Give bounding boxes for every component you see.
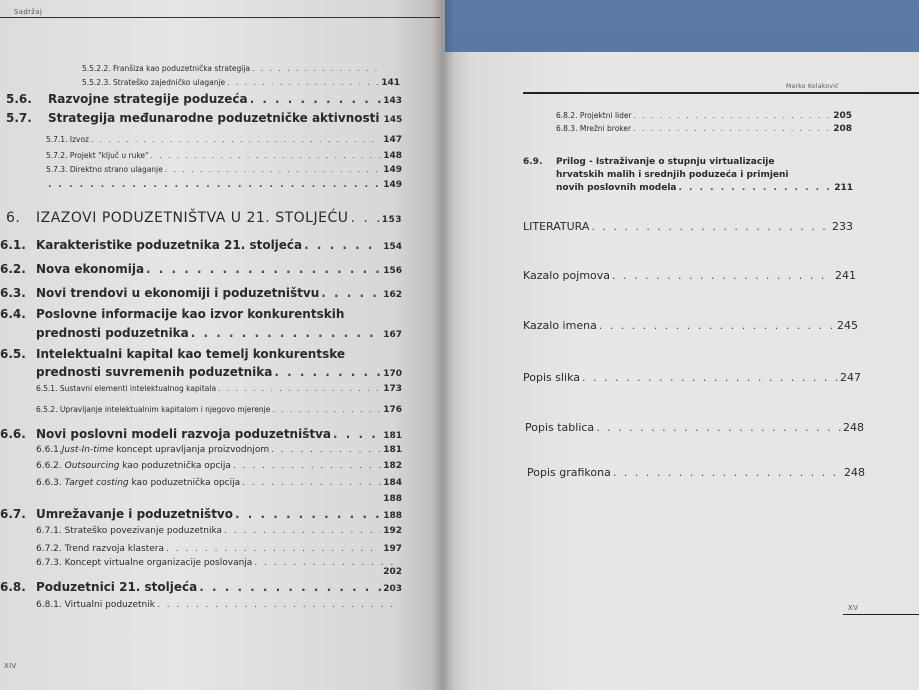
entry-number: 6.8.2.: [556, 111, 578, 120]
toc-chapter-entry: [6, 210, 402, 226]
entry-title: Umrežavanje i poduzetništvo: [36, 507, 233, 521]
entry-title: Projekt "ključ u ruke": [69, 151, 149, 160]
entry-page: 148: [383, 151, 402, 161]
toc-entry: [36, 526, 402, 536]
entry-title: Strateško povezivanje poduzetnika: [64, 526, 223, 536]
toc-entry: [0, 507, 402, 521]
leader-dots: [252, 64, 380, 73]
toc-entry: [0, 262, 402, 276]
toc-entry: [556, 124, 852, 134]
entry-number: 6.6.: [0, 427, 26, 441]
toc-entry: [36, 384, 402, 394]
entry-title: Izvoz: [69, 135, 89, 144]
entry-number: 6.5.: [0, 347, 26, 361]
leader-dots: [233, 461, 381, 471]
entry-page: 248: [844, 466, 865, 479]
entry-number: 5.5.2.3.: [82, 78, 111, 87]
entry-page: 170: [383, 369, 402, 379]
entry-page: 153: [381, 215, 402, 225]
footer-rule: [843, 614, 919, 615]
entry-number: 6.4.: [0, 307, 26, 321]
entry-title: kao poduzetnička opcija: [119, 461, 231, 471]
entry-title: koncept upravljanja proizvodnjom: [113, 445, 270, 455]
leader-dots: [274, 365, 381, 379]
entry-title: Popis grafikona: [527, 466, 611, 479]
entry-title-line3: novih poslovnih modela: [556, 183, 677, 193]
entry-page: 167: [383, 330, 402, 340]
header-rule: [523, 92, 919, 94]
entry-title: Popis slika: [523, 371, 580, 384]
entry-title: Karakteristike poduzetnika 21. stoljeća: [36, 238, 303, 252]
entry-title: kao poduzetnička opcija: [128, 478, 241, 488]
toc-entry: [36, 544, 402, 554]
entry-page: 188: [383, 494, 402, 504]
entry-title: Razvojne strategije poduzeća: [48, 92, 248, 106]
entry-title: LITERATURA: [523, 220, 590, 233]
entry-number: 6.5.2.: [36, 405, 58, 414]
entry-title-line1: Prilog - Istraživanje o stupnju virtualizacije: [556, 157, 775, 167]
entry-page: 182: [383, 461, 402, 471]
leader-dots: [613, 466, 842, 479]
leader-dots: [227, 78, 379, 87]
leader-dots: [679, 183, 833, 193]
toc-entry: [46, 180, 402, 190]
entry-number: 5.7.2.: [46, 151, 68, 160]
toc-entry-list-of-figures: [523, 371, 861, 384]
left-page: [0, 0, 445, 690]
entry-number: 6.8.3.: [556, 124, 578, 133]
book-gutter-shadow: [432, 0, 454, 690]
toc-entry: [6, 111, 402, 125]
entry-title: Novi trendovi u ekonomiji i poduzetništvu: [36, 286, 320, 300]
toc-entry: [0, 307, 402, 347]
entry-title-line2: prednosti poduzetnika: [36, 326, 189, 340]
entry-number: 6.3.: [0, 286, 26, 300]
left-running-header: Sadržaj: [14, 8, 43, 16]
entry-number: 6.6.1.: [36, 445, 62, 455]
entry-number: 5.7.1.: [46, 135, 68, 144]
toc-entry: [46, 165, 402, 175]
right-running-header: Marko Kolaković: [786, 83, 839, 90]
entry-number: 5.7.: [6, 111, 32, 125]
entry-third-line: [556, 183, 853, 193]
entry-page: 208: [833, 124, 852, 134]
entry-page: 154: [383, 242, 402, 252]
toc-entry: [0, 580, 402, 594]
entry-page: 205: [833, 111, 852, 121]
entry-number: 6.7.2.: [36, 544, 62, 554]
entry-title: IZAZOVI PODUZETNIŠTVA U 21. STOLJEĆU: [36, 210, 349, 226]
entry-number: 6.9.: [523, 157, 543, 167]
toc-entry: [36, 567, 402, 577]
entry-number: 6.6.3.: [36, 478, 62, 488]
entry-title: Franšiza kao poduzetnička strategija: [113, 64, 251, 73]
entry-number: 6.6.2.: [36, 461, 62, 471]
leader-dots: [350, 210, 379, 226]
entry-page: 149: [383, 180, 402, 190]
entry-title: Koncept virtualne organizacije poslovanja: [64, 558, 253, 568]
leader-dots: [191, 326, 381, 340]
entry-number: 5.6.: [6, 92, 32, 106]
entry-number: 6.7.: [0, 507, 26, 521]
entry-page: 233: [832, 220, 853, 233]
toc-entry-name-index: [523, 319, 858, 332]
entry-page: 188: [383, 511, 402, 521]
toc-entry-list-of-tables: [525, 421, 864, 434]
entry-title: Upravljanje intelektualnim kapitalom i njegovo mjerenje: [59, 405, 271, 414]
entry-number: 6.5.1.: [36, 384, 58, 393]
entry-title: Popis tablica: [525, 421, 595, 434]
leader-dots: [242, 478, 381, 488]
toc-entry: [0, 427, 402, 441]
entry-page: 176: [383, 405, 402, 415]
entry-title: Kazalo pojmova: [523, 269, 611, 282]
toc-entry-list-of-graphs: [527, 466, 865, 479]
entry-page: 248: [843, 421, 864, 434]
leader-dots: [166, 544, 381, 554]
toc-entry: [36, 461, 402, 471]
entry-page: 141: [381, 78, 400, 88]
entry-page: 203: [383, 584, 402, 594]
entry-title: Kazalo imena: [523, 319, 597, 332]
entry-title-line2: hrvatskih malih i srednjih poduzeća i primjeni: [556, 170, 789, 180]
entry-number: 6.: [6, 210, 21, 226]
entry-page: 181: [383, 431, 402, 441]
entry-page: 241: [835, 269, 856, 282]
entry-page: 247: [840, 371, 861, 384]
toc-entry: [36, 600, 402, 610]
entry-number: 6.2.: [0, 262, 26, 276]
entry-page: 211: [834, 183, 853, 193]
entry-page: 184: [383, 478, 402, 488]
entry-number: 5.7.3.: [46, 165, 68, 174]
leader-dots: [599, 319, 835, 332]
leader-dots: [157, 600, 400, 610]
leader-dots: [304, 238, 381, 252]
toc-entry-subject-index: [523, 269, 856, 282]
toc-entry: [0, 286, 402, 300]
leader-dots: [218, 384, 381, 393]
entry-page: 181: [383, 445, 402, 455]
entry-title: Poduzetnici 21. stoljeća: [36, 580, 198, 594]
entry-title: Novi poslovni modeli razvoja poduzetništva: [36, 427, 332, 441]
leader-dots: [199, 580, 381, 594]
leader-dots: [48, 180, 381, 190]
entry-title-line2: prednosti suvremenih poduzetnika: [36, 365, 273, 379]
toc-entry: [36, 445, 402, 455]
entry-number: 5.5.2.2.: [82, 64, 111, 73]
entry-title: Nova ekonomija: [36, 262, 145, 276]
entry-title: Strategija međunarodne poduzetničke aktivnosti: [48, 111, 380, 125]
toc-entry: [556, 111, 852, 121]
leader-dots: [591, 220, 830, 233]
entry-page: 147: [383, 135, 402, 145]
toc-entry: [36, 478, 402, 488]
entry-number: 6.7.1.: [36, 526, 62, 536]
entry-title: Strateško zajedničko ulaganje: [113, 78, 226, 87]
leader-dots: [333, 427, 381, 441]
entry-title: Trend razvoja klastera: [64, 544, 164, 554]
leader-dots: [146, 262, 381, 276]
leader-dots: [91, 135, 381, 144]
entry-page: 245: [837, 319, 858, 332]
entry-page: 149: [383, 165, 402, 175]
leader-dots: [272, 405, 381, 414]
toc-entry: [0, 238, 402, 252]
leader-dots: [165, 165, 381, 174]
entry-page: 145: [383, 115, 403, 125]
leader-dots: [321, 286, 381, 300]
toc-entry: [82, 64, 382, 73]
entry-title-italic: Outsourcing: [64, 461, 120, 471]
leader-dots: [150, 151, 381, 160]
leader-dots: [271, 445, 381, 455]
entry-title: Direktno strano ulaganje: [69, 165, 163, 174]
leader-dots: [250, 92, 382, 106]
entry-title-italic: Target costing: [64, 478, 129, 488]
entry-title: Projektni lider: [579, 111, 632, 120]
toc-entry: [6, 92, 402, 106]
leader-dots: [582, 371, 838, 384]
leader-dots: [235, 507, 381, 521]
leader-dots: [633, 124, 831, 133]
toc-entry: [0, 347, 402, 387]
toc-entry: [82, 78, 400, 88]
entry-number: 6.8.: [0, 580, 26, 594]
entry-page: 143: [383, 96, 402, 106]
entry-page: 202: [383, 567, 402, 577]
right-page: [443, 52, 919, 690]
left-page-number: XIV: [4, 662, 17, 670]
entry-second-line: [36, 365, 402, 379]
entry-title: Sustavni elementi intelektualnog kapitala: [59, 384, 217, 393]
entry-number: 6.1.: [0, 238, 26, 252]
leader-dots: [224, 526, 381, 536]
entry-title-italic: Just-In-time: [61, 445, 114, 455]
entry-title-line1: Poslovne informacije kao izvor konkurentskih: [36, 307, 345, 321]
toc-entry: [36, 494, 402, 504]
entry-title: Mrežni broker: [579, 124, 632, 133]
entry-page: 156: [383, 266, 402, 276]
entry-title: Virtualni poduzetnik: [64, 600, 155, 610]
leader-dots: [596, 421, 841, 434]
right-page-number: XV: [848, 604, 859, 612]
entry-number: 6.8.1.: [36, 600, 62, 610]
entry-page: 162: [383, 290, 402, 300]
entry-page: 173: [383, 384, 402, 394]
leader-dots: [634, 111, 832, 120]
entry-number: 6.7.3.: [36, 558, 62, 568]
entry-title-line1: Intelektualni kapital kao temelj konkurentske: [36, 347, 346, 361]
toc-entry-literature: [523, 220, 853, 233]
entry-second-line: [36, 326, 402, 340]
entry-page: 197: [383, 544, 402, 554]
toc-entry: [46, 135, 402, 145]
header-rule: [0, 17, 440, 18]
toc-entry: [523, 157, 853, 201]
toc-entry: [36, 405, 402, 415]
entry-page: 192: [383, 526, 402, 536]
leader-dots: [612, 269, 833, 282]
toc-entry: [46, 151, 402, 161]
